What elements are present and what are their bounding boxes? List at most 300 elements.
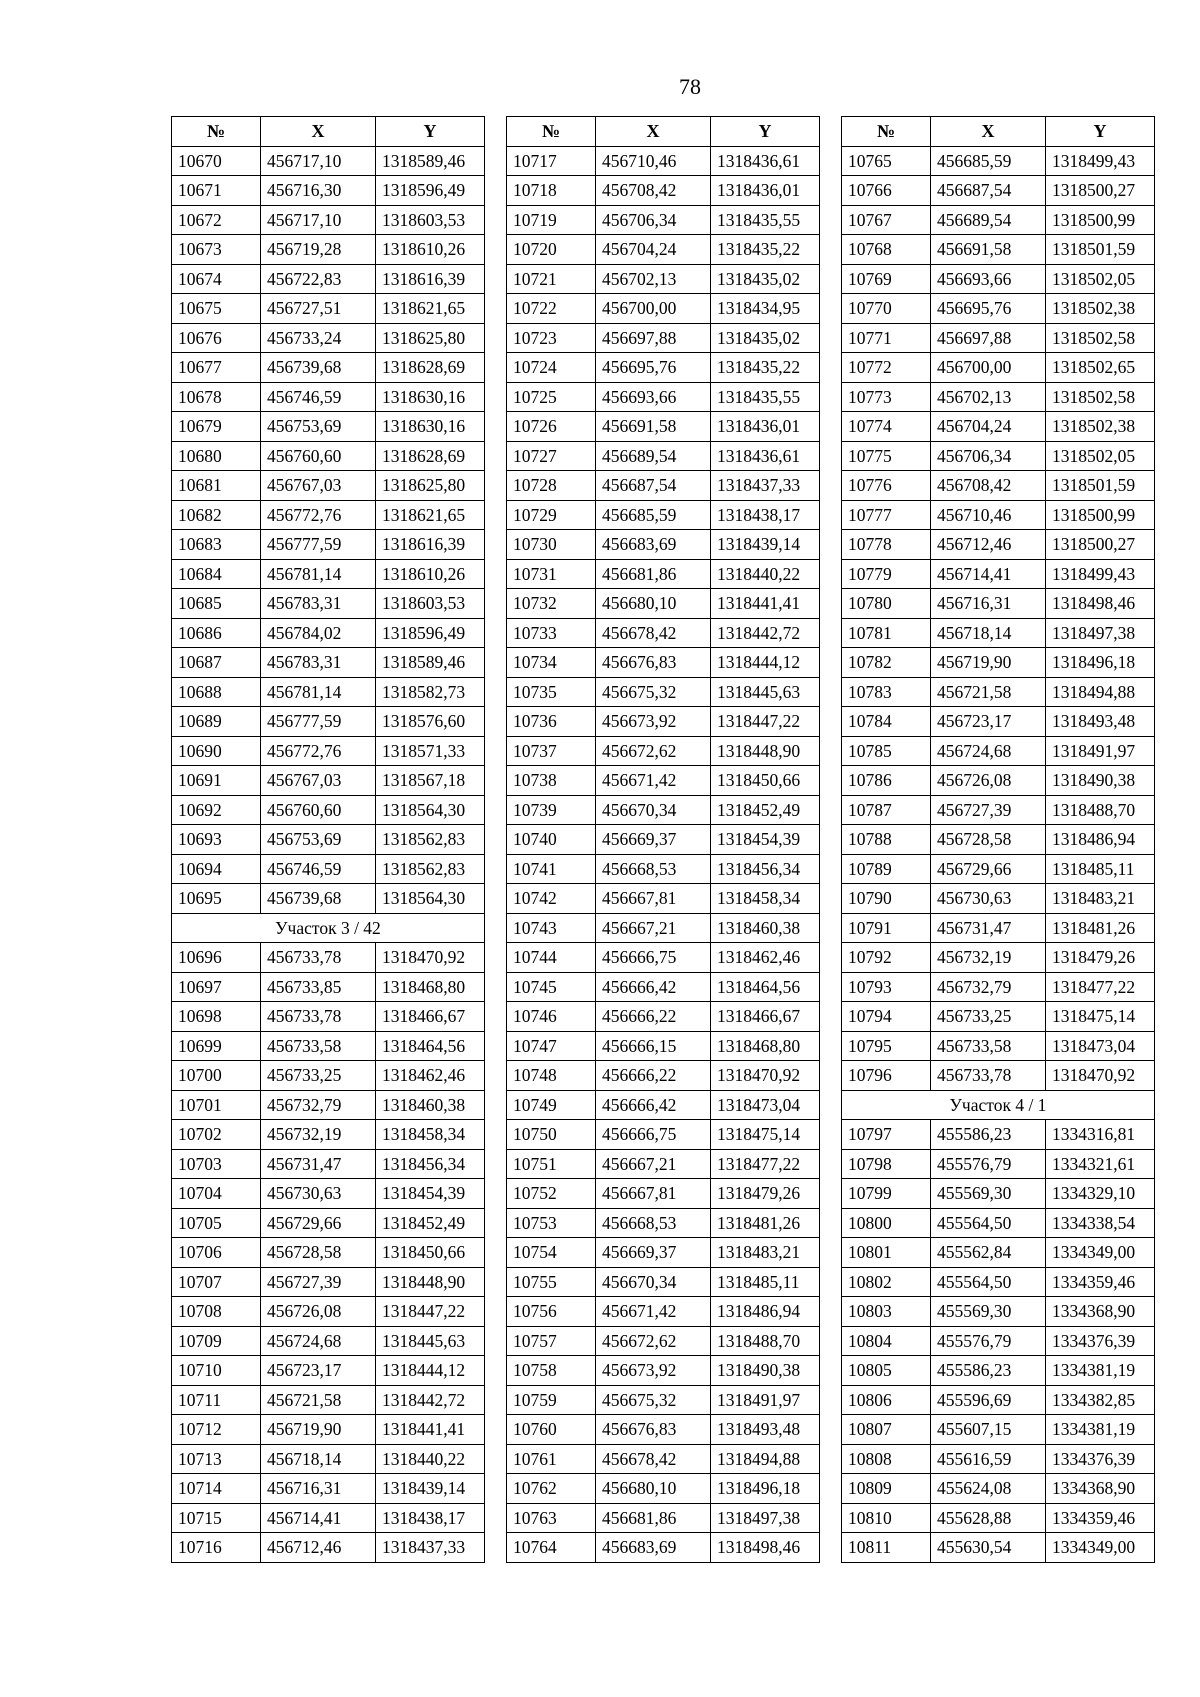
table-row	[842, 766, 1155, 796]
cell-number: 10741	[507, 854, 596, 884]
cell-number: 10751	[507, 1149, 596, 1179]
cell-number: 10796	[842, 1061, 931, 1091]
cell-y: 1334359,46	[1046, 1503, 1155, 1533]
cell-y: 1334316,81	[1046, 1120, 1155, 1150]
cell-x: 456666,22	[596, 1002, 711, 1032]
cell-number: 10686	[172, 618, 261, 648]
table-row	[172, 1474, 485, 1504]
cell-number: 10719	[507, 205, 596, 235]
table-row	[507, 825, 820, 855]
cell-x: 456689,54	[931, 205, 1046, 235]
cell-x: 456746,59	[261, 854, 376, 884]
cell-x: 456760,60	[261, 441, 376, 471]
cell-y: 1318500,99	[1046, 205, 1155, 235]
table-row	[842, 1208, 1155, 1238]
table-row	[507, 264, 820, 294]
table-row	[507, 1031, 820, 1061]
cell-number: 10716	[172, 1533, 261, 1563]
cell-y: 1318454,39	[376, 1179, 485, 1209]
cell-x: 456733,58	[261, 1031, 376, 1061]
cell-y: 1318444,12	[376, 1356, 485, 1386]
table-row	[172, 382, 485, 412]
cell-x: 456680,10	[596, 589, 711, 619]
table-row	[842, 1238, 1155, 1268]
cell-x: 455569,30	[931, 1297, 1046, 1327]
table-row	[842, 736, 1155, 766]
table-row	[172, 736, 485, 766]
cell-number: 10733	[507, 618, 596, 648]
cell-x: 456668,53	[596, 854, 711, 884]
cell-y: 1318483,21	[1046, 884, 1155, 914]
cell-x: 456675,32	[596, 1385, 711, 1415]
table-row	[172, 441, 485, 471]
cell-y: 1334381,19	[1046, 1356, 1155, 1386]
cell-x: 456716,31	[931, 589, 1046, 619]
cell-number: 10697	[172, 972, 261, 1002]
cell-y: 1318445,63	[711, 677, 820, 707]
table-row	[172, 1297, 485, 1327]
cell-number: 10772	[842, 353, 931, 383]
table-row	[842, 1326, 1155, 1356]
cell-x: 456733,25	[931, 1002, 1046, 1032]
table-row	[842, 205, 1155, 235]
cell-number: 10767	[842, 205, 931, 235]
table-row	[842, 353, 1155, 383]
cell-number: 10718	[507, 176, 596, 206]
cell-x: 456666,42	[596, 972, 711, 1002]
cell-x: 456676,83	[596, 648, 711, 678]
cell-y: 1318481,26	[711, 1208, 820, 1238]
cell-y: 1334321,61	[1046, 1149, 1155, 1179]
coordinates-table-2	[506, 116, 820, 1563]
table-row	[842, 943, 1155, 973]
table-row	[507, 1326, 820, 1356]
cell-y: 1318564,30	[376, 795, 485, 825]
table-row	[842, 707, 1155, 737]
cell-number: 10727	[507, 441, 596, 471]
cell-number: 10682	[172, 500, 261, 530]
table-row	[172, 530, 485, 560]
cell-y: 1318610,26	[376, 559, 485, 589]
cell-y: 1318485,11	[711, 1267, 820, 1297]
cell-number: 10681	[172, 471, 261, 501]
section-title: Участок 4 / 1	[842, 1090, 1155, 1120]
cell-x: 456716,30	[261, 176, 376, 206]
cell-x: 456689,54	[596, 441, 711, 471]
cell-y: 1318483,21	[711, 1238, 820, 1268]
cell-number: 10675	[172, 294, 261, 324]
cell-x: 456676,83	[596, 1415, 711, 1445]
table-row	[172, 1503, 485, 1533]
table-row	[172, 972, 485, 1002]
cell-y: 1318488,70	[1046, 795, 1155, 825]
table-row	[842, 176, 1155, 206]
cell-x: 456702,13	[931, 382, 1046, 412]
table-row	[507, 1090, 820, 1120]
cell-y: 1318621,65	[376, 500, 485, 530]
cell-number: 10758	[507, 1356, 596, 1386]
cell-y: 1318442,72	[711, 618, 820, 648]
cell-y: 1318464,56	[711, 972, 820, 1002]
table-row	[172, 677, 485, 707]
cell-x: 456753,69	[261, 825, 376, 855]
cell-y: 1318447,22	[711, 707, 820, 737]
table-row	[842, 1444, 1155, 1474]
table-row	[172, 1120, 485, 1150]
cell-x: 456697,88	[931, 323, 1046, 353]
cell-y: 1318490,38	[711, 1356, 820, 1386]
cell-number: 10710	[172, 1356, 261, 1386]
cell-x: 456666,75	[596, 1120, 711, 1150]
cell-number: 10747	[507, 1031, 596, 1061]
cell-x: 456712,46	[261, 1533, 376, 1563]
cell-number: 10775	[842, 441, 931, 471]
cell-number: 10805	[842, 1356, 931, 1386]
cell-y: 1318502,58	[1046, 323, 1155, 353]
table-row	[172, 559, 485, 589]
table-row	[842, 884, 1155, 914]
table-row	[842, 1503, 1155, 1533]
cell-x: 456727,51	[261, 294, 376, 324]
table-row	[842, 382, 1155, 412]
cell-x: 456666,15	[596, 1031, 711, 1061]
cell-number: 10715	[172, 1503, 261, 1533]
cell-number: 10790	[842, 884, 931, 914]
cell-x: 456710,46	[931, 500, 1046, 530]
table-row	[842, 677, 1155, 707]
cell-x: 456706,34	[596, 205, 711, 235]
cell-y: 1318621,65	[376, 294, 485, 324]
table-row	[172, 205, 485, 235]
header-number: №	[842, 117, 931, 147]
cell-y: 1318477,22	[711, 1149, 820, 1179]
table-row	[172, 1031, 485, 1061]
cell-number: 10687	[172, 648, 261, 678]
cell-y: 1318628,69	[376, 353, 485, 383]
table-row	[842, 972, 1155, 1002]
table-row	[842, 323, 1155, 353]
cell-number: 10788	[842, 825, 931, 855]
table-row	[507, 382, 820, 412]
cell-x: 456781,14	[261, 559, 376, 589]
cell-y: 1318486,94	[1046, 825, 1155, 855]
cell-x: 456733,24	[261, 323, 376, 353]
table-row	[842, 1267, 1155, 1297]
cell-y: 1318475,14	[711, 1120, 820, 1150]
table-row	[172, 146, 485, 176]
cell-x: 456691,58	[596, 412, 711, 442]
cell-y: 1318481,26	[1046, 913, 1155, 943]
cell-x: 456719,90	[931, 648, 1046, 678]
table-row	[842, 618, 1155, 648]
table-row	[172, 884, 485, 914]
cell-y: 1318494,88	[1046, 677, 1155, 707]
cell-y: 1318603,53	[376, 205, 485, 235]
cell-y: 1318435,02	[711, 264, 820, 294]
cell-number: 10785	[842, 736, 931, 766]
cell-number: 10759	[507, 1385, 596, 1415]
cell-y: 1318498,46	[1046, 589, 1155, 619]
cell-y: 1318456,34	[711, 854, 820, 884]
cell-number: 10764	[507, 1533, 596, 1563]
cell-y: 1318454,39	[711, 825, 820, 855]
cell-y: 1318500,27	[1046, 176, 1155, 206]
cell-y: 1334368,90	[1046, 1297, 1155, 1327]
cell-number: 10703	[172, 1149, 261, 1179]
cell-x: 456732,79	[931, 972, 1046, 1002]
cell-number: 10801	[842, 1238, 931, 1268]
cell-y: 1334359,46	[1046, 1267, 1155, 1297]
cell-x: 456706,34	[931, 441, 1046, 471]
table-row	[172, 353, 485, 383]
cell-number: 10750	[507, 1120, 596, 1150]
cell-y: 1318477,22	[1046, 972, 1155, 1002]
cell-x: 456700,00	[931, 353, 1046, 383]
cell-x: 456683,69	[596, 1533, 711, 1563]
table-row	[842, 1356, 1155, 1386]
cell-number: 10717	[507, 146, 596, 176]
cell-y: 1318444,12	[711, 648, 820, 678]
cell-x: 456671,42	[596, 1297, 711, 1327]
table-row	[842, 1474, 1155, 1504]
table-row	[507, 1356, 820, 1386]
cell-y: 1318596,49	[376, 618, 485, 648]
table-row	[842, 235, 1155, 265]
table-row	[172, 471, 485, 501]
cell-number: 10670	[172, 146, 261, 176]
header-y: Y	[376, 117, 485, 147]
table-row	[842, 1297, 1155, 1327]
cell-x: 456767,03	[261, 766, 376, 796]
cell-x: 456666,42	[596, 1090, 711, 1120]
cell-x: 456710,46	[596, 146, 711, 176]
cell-number: 10721	[507, 264, 596, 294]
cell-number: 10771	[842, 323, 931, 353]
cell-number: 10674	[172, 264, 261, 294]
cell-number: 10783	[842, 677, 931, 707]
cell-y: 1318441,41	[711, 589, 820, 619]
cell-number: 10748	[507, 1061, 596, 1091]
cell-x: 456681,86	[596, 1503, 711, 1533]
table-header-row	[842, 117, 1155, 147]
section-row	[172, 913, 485, 943]
cell-x: 456693,66	[931, 264, 1046, 294]
cell-number: 10723	[507, 323, 596, 353]
cell-x: 456739,68	[261, 353, 376, 383]
cell-number: 10724	[507, 353, 596, 383]
table-row	[842, 589, 1155, 619]
cell-number: 10732	[507, 589, 596, 619]
cell-number: 10752	[507, 1179, 596, 1209]
cell-x: 456685,59	[931, 146, 1046, 176]
cell-number: 10676	[172, 323, 261, 353]
cell-y: 1334376,39	[1046, 1444, 1155, 1474]
table-row	[507, 1179, 820, 1209]
cell-y: 1318442,72	[376, 1385, 485, 1415]
cell-x: 455586,23	[931, 1356, 1046, 1386]
cell-number: 10695	[172, 884, 261, 914]
cell-number: 10730	[507, 530, 596, 560]
cell-number: 10702	[172, 1120, 261, 1150]
cell-y: 1318494,88	[711, 1444, 820, 1474]
table-row	[842, 559, 1155, 589]
cell-x: 456721,58	[931, 677, 1046, 707]
cell-y: 1318435,22	[711, 235, 820, 265]
cell-number: 10722	[507, 294, 596, 324]
cell-y: 1334349,00	[1046, 1238, 1155, 1268]
table-row	[507, 441, 820, 471]
cell-y: 1318435,55	[711, 205, 820, 235]
cell-x: 456666,75	[596, 943, 711, 973]
cell-y: 1318502,05	[1046, 264, 1155, 294]
cell-number: 10705	[172, 1208, 261, 1238]
cell-y: 1318603,53	[376, 589, 485, 619]
table-row	[842, 1533, 1155, 1563]
table-row	[507, 530, 820, 560]
table-row	[172, 1208, 485, 1238]
table-row	[842, 825, 1155, 855]
cell-y: 1318450,66	[376, 1238, 485, 1268]
header-x: X	[261, 117, 376, 147]
cell-x: 456784,02	[261, 618, 376, 648]
cell-number: 10760	[507, 1415, 596, 1445]
table-row	[842, 412, 1155, 442]
header-y: Y	[711, 117, 820, 147]
cell-x: 456739,68	[261, 884, 376, 914]
section-title: Участок 3 / 42	[172, 913, 485, 943]
cell-number: 10712	[172, 1415, 261, 1445]
cell-x: 456714,41	[261, 1503, 376, 1533]
cell-number: 10803	[842, 1297, 931, 1327]
cell-number: 10769	[842, 264, 931, 294]
cell-y: 1318466,67	[376, 1002, 485, 1032]
cell-x: 456772,76	[261, 736, 376, 766]
table-row	[507, 795, 820, 825]
cell-number: 10779	[842, 559, 931, 589]
table-row	[507, 412, 820, 442]
cell-x: 455616,59	[931, 1444, 1046, 1474]
table-row	[507, 1149, 820, 1179]
cell-x: 456712,46	[931, 530, 1046, 560]
table-row	[507, 913, 820, 943]
cell-x: 456722,83	[261, 264, 376, 294]
coordinates-table-1	[171, 116, 485, 1563]
cell-x: 456733,85	[261, 972, 376, 1002]
cell-number: 10711	[172, 1385, 261, 1415]
page-number: 78	[679, 74, 701, 99]
cell-number: 10698	[172, 1002, 261, 1032]
cell-number: 10799	[842, 1179, 931, 1209]
cell-x: 456685,59	[596, 500, 711, 530]
cell-number: 10798	[842, 1149, 931, 1179]
table-row	[507, 618, 820, 648]
cell-y: 1318491,97	[711, 1385, 820, 1415]
cell-y: 1318462,46	[711, 943, 820, 973]
cell-x: 456783,31	[261, 648, 376, 678]
table-row	[842, 1385, 1155, 1415]
cell-x: 456733,78	[261, 943, 376, 973]
cell-x: 456671,42	[596, 766, 711, 796]
cell-y: 1318490,38	[1046, 766, 1155, 796]
cell-number: 10685	[172, 589, 261, 619]
cell-x: 456673,92	[596, 1356, 711, 1386]
cell-y: 1318479,26	[711, 1179, 820, 1209]
cell-number: 10737	[507, 736, 596, 766]
cell-number: 10756	[507, 1297, 596, 1327]
cell-x: 456732,19	[261, 1120, 376, 1150]
table-row	[172, 648, 485, 678]
cell-number: 10678	[172, 382, 261, 412]
table-row	[172, 1090, 485, 1120]
cell-number: 10789	[842, 854, 931, 884]
cell-number: 10694	[172, 854, 261, 884]
table-row	[507, 1385, 820, 1415]
cell-y: 1334338,54	[1046, 1208, 1155, 1238]
cell-y: 1318479,26	[1046, 943, 1155, 973]
cell-number: 10774	[842, 412, 931, 442]
cell-number: 10735	[507, 677, 596, 707]
cell-number: 10731	[507, 559, 596, 589]
table-row	[507, 1120, 820, 1150]
cell-y: 1318470,92	[1046, 1061, 1155, 1091]
cell-y: 1318436,61	[711, 441, 820, 471]
cell-y: 1318500,99	[1046, 500, 1155, 530]
cell-y: 1334349,00	[1046, 1533, 1155, 1563]
cell-y: 1334382,85	[1046, 1385, 1155, 1415]
cell-y: 1334329,10	[1046, 1179, 1155, 1209]
cell-number: 10680	[172, 441, 261, 471]
cell-number: 10679	[172, 412, 261, 442]
cell-x: 455624,08	[931, 1474, 1046, 1504]
cell-number: 10782	[842, 648, 931, 678]
cell-x: 455607,15	[931, 1415, 1046, 1445]
cell-number: 10776	[842, 471, 931, 501]
cell-y: 1318502,05	[1046, 441, 1155, 471]
cell-y: 1318470,92	[711, 1061, 820, 1091]
cell-y: 1318458,34	[376, 1120, 485, 1150]
table-row	[507, 854, 820, 884]
coordinates-table-3	[841, 116, 1155, 1563]
cell-x: 456708,42	[931, 471, 1046, 501]
cell-number: 10800	[842, 1208, 931, 1238]
cell-x: 456693,66	[596, 382, 711, 412]
cell-x: 456733,25	[261, 1061, 376, 1091]
cell-y: 1318439,14	[376, 1474, 485, 1504]
cell-number: 10677	[172, 353, 261, 383]
cell-x: 456714,41	[931, 559, 1046, 589]
cell-x: 456669,37	[596, 825, 711, 855]
cell-y: 1318499,43	[1046, 146, 1155, 176]
table-row	[172, 707, 485, 737]
table-row	[172, 766, 485, 796]
table-row	[842, 500, 1155, 530]
cell-x: 456730,63	[931, 884, 1046, 914]
table-row	[507, 1474, 820, 1504]
cell-y: 1318460,38	[376, 1090, 485, 1120]
table-row	[842, 471, 1155, 501]
table-row	[507, 176, 820, 206]
header-x: X	[596, 117, 711, 147]
cell-number: 10780	[842, 589, 931, 619]
cell-number: 10696	[172, 943, 261, 973]
cell-x: 456726,08	[931, 766, 1046, 796]
cell-x: 456781,14	[261, 677, 376, 707]
cell-y: 1318562,83	[376, 854, 485, 884]
table-row	[507, 1238, 820, 1268]
cell-y: 1318502,58	[1046, 382, 1155, 412]
cell-y: 1318502,38	[1046, 294, 1155, 324]
cell-x: 455596,69	[931, 1385, 1046, 1415]
